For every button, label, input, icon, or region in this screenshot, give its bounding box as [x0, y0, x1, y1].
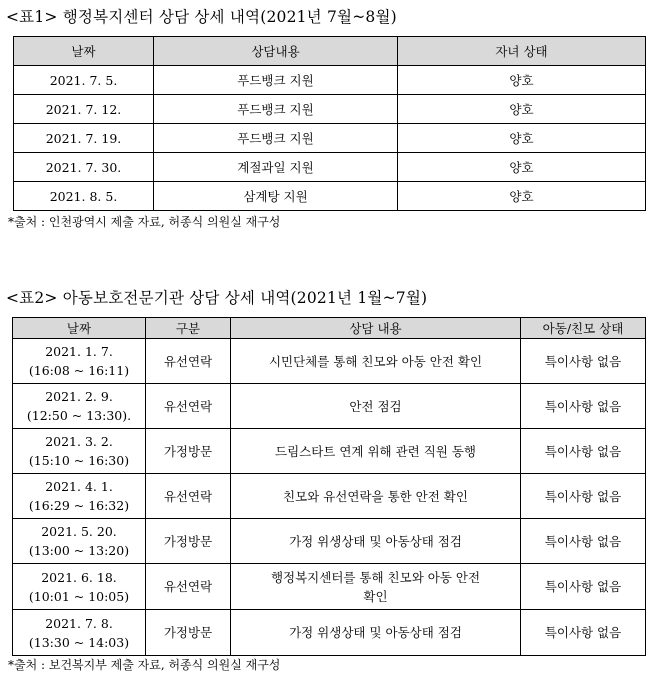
cell-date: [13, 610, 146, 656]
cell-content: 푸드뱅크 지원: [154, 66, 398, 95]
time-range: (10:01 ~ 10:05): [28, 588, 130, 604]
cell-status: 특이사항 없음: [521, 429, 646, 474]
cell-content: [231, 564, 521, 610]
cell-content: 푸드뱅크 지원: [154, 95, 398, 124]
cell-status: 특이사항 없음: [521, 610, 646, 656]
cell-date: 2021. 8. 5.: [14, 182, 154, 211]
content-line: 확인: [363, 588, 388, 604]
date-text: 2021. 1. 7.: [45, 344, 113, 359]
table2-title: <표2> 아동보호전문기관 상담 상세 내역(2021년 1월~7월): [6, 289, 428, 307]
header-date: 날짜: [13, 318, 146, 339]
table-row: [14, 182, 646, 211]
time-range: (13:00 ~ 13:20): [28, 543, 130, 558]
cell-date: [13, 474, 146, 519]
time-range: (16:29 ~ 16:32): [28, 498, 130, 513]
time-range: (12:50 ~ 13:30).: [26, 408, 132, 423]
cell-type: 가정방문: [146, 519, 231, 564]
date-text: 2021. 2. 9.: [45, 389, 113, 404]
table2-source-note: *출처 : 보건복지부 제출 자료, 허종식 의원실 재구성: [8, 658, 281, 672]
time-range: (13:30 ~ 14:03): [28, 634, 130, 650]
table-row: [14, 153, 646, 182]
table-row: [14, 124, 646, 153]
date-text: 2021. 4. 1.: [45, 479, 113, 494]
date-text: 2021. 3. 2.: [45, 434, 113, 449]
date-text: 2021. 7. 8.: [45, 615, 113, 631]
table1-source-note: *출처 : 인천광역시 제출 자료, 허종식 의원실 재구성: [8, 215, 281, 229]
cell-date: [13, 384, 146, 429]
cell-date: [13, 429, 146, 474]
header-content: 상담 내용: [231, 318, 521, 339]
table-row: [13, 474, 646, 519]
table-row: [13, 564, 646, 610]
cell-content: [231, 384, 521, 429]
table-row: [13, 384, 646, 429]
cell-content: [231, 429, 521, 474]
cell-type: 가정방문: [146, 610, 231, 656]
cell-type: 가정방문: [146, 429, 231, 474]
content-line: 가정 위생상태 및 아동상태 점검: [289, 533, 462, 549]
date-text: 2021. 5. 20.: [41, 524, 117, 539]
cell-content: [231, 519, 521, 564]
cell-date: 2021. 7. 12.: [14, 95, 154, 124]
cell-type: 유선연락: [146, 474, 231, 519]
time-range: (16:08 ~ 16:11): [28, 363, 130, 378]
cell-status: 양호: [398, 182, 646, 211]
cell-date: [13, 564, 146, 610]
welfare-center-consultation-table: [13, 36, 646, 211]
header-content: 상담내용: [154, 37, 398, 66]
content-line: 드림스타트 연계 위해 관련 직원 동행: [275, 443, 476, 459]
header-child-mother-status: 아동/친모 상태: [521, 318, 646, 339]
cell-status: 양호: [398, 153, 646, 182]
cell-status: 특이사항 없음: [521, 339, 646, 384]
cell-status: 양호: [398, 95, 646, 124]
cell-content: 푸드뱅크 지원: [154, 124, 398, 153]
cell-content: [231, 610, 521, 656]
table-row: [14, 66, 646, 95]
cell-date: 2021. 7. 19.: [14, 124, 154, 153]
cell-status: 특이사항 없음: [521, 519, 646, 564]
table-row: [13, 519, 646, 564]
content-line: 행정복지센터를 통해 친모와 아동 안전: [270, 569, 481, 585]
cell-date: 2021. 7. 30.: [14, 153, 154, 182]
cell-content: [231, 339, 521, 384]
content-line: 친모와 유선연락을 통한 안전 확인: [283, 488, 468, 504]
cell-status: 특이사항 없음: [521, 564, 646, 610]
table-row: [13, 339, 646, 384]
cell-status: 특이사항 없음: [521, 474, 646, 519]
content-line: 가정 위생상태 및 아동상태 점검: [289, 625, 462, 640]
header-type: 구분: [146, 318, 231, 339]
header-child-status: 자녀 상태: [398, 37, 646, 66]
cell-type: 유선연락: [146, 384, 231, 429]
cell-type: 유선연락: [146, 564, 231, 610]
cell-status: 양호: [398, 66, 646, 95]
content-line: 안전 점검: [349, 398, 402, 414]
cell-date: [13, 339, 146, 384]
table1-title: <표1> 행정복지센터 상담 상세 내역(2021년 7월~8월): [6, 8, 397, 26]
cell-status: 특이사항 없음: [521, 384, 646, 429]
date-text: 2021. 6. 18.: [41, 569, 117, 585]
content-line: 시민단체를 통해 친모와 아동 안전 확인: [268, 353, 483, 369]
table-header-row: [13, 318, 646, 339]
time-range: (15:10 ~ 16:30): [28, 453, 130, 468]
cell-date: 2021. 7. 5.: [14, 66, 154, 95]
child-protection-consultation-table: [12, 317, 646, 656]
table-row: [14, 95, 646, 124]
cell-content: [231, 474, 521, 519]
table-header-row: [14, 37, 646, 66]
cell-content: 계절과일 지원: [154, 153, 398, 182]
cell-status: 양호: [398, 124, 646, 153]
cell-content: 삼계탕 지원: [154, 182, 398, 211]
cell-type: 유선연락: [146, 339, 231, 384]
header-date: 날짜: [14, 37, 154, 66]
table-row: [13, 610, 646, 656]
cell-date: [13, 519, 146, 564]
table-row: [13, 429, 646, 474]
